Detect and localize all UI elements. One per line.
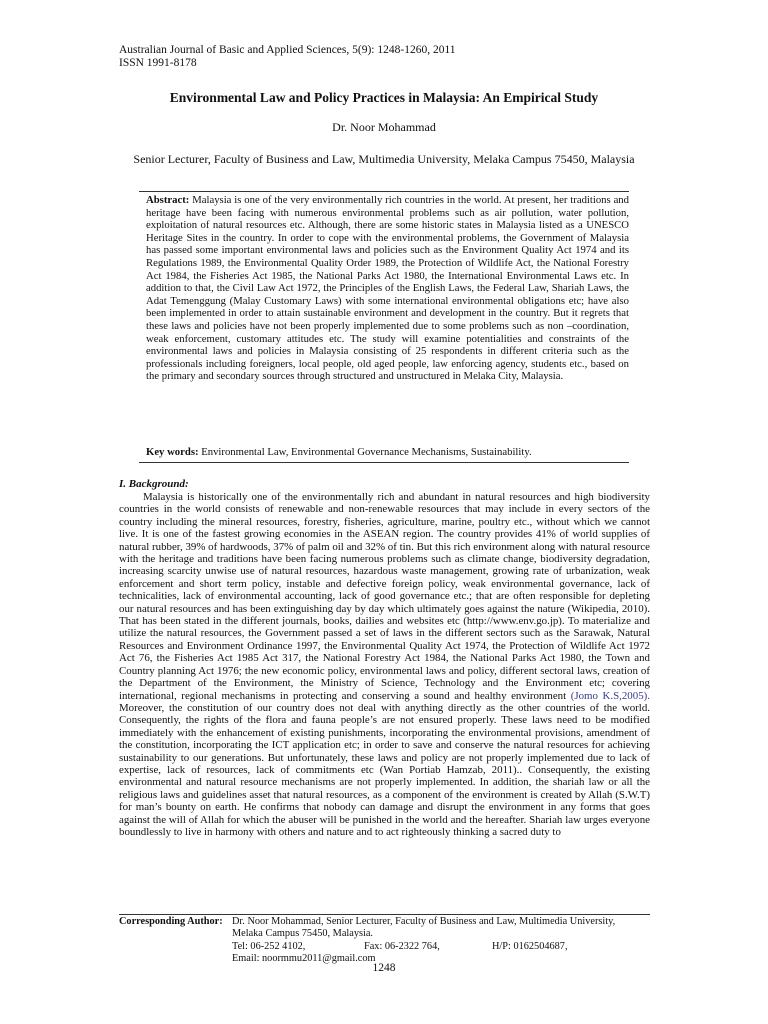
footnote-fax: Fax: 06-2322 764, xyxy=(364,940,440,952)
author-name: Dr. Noor Mohammad xyxy=(332,120,436,134)
journal-citation: Australian Journal of Basic and Applied Sciences, 5(9): 1248-1260, 2011 xyxy=(119,44,456,56)
citation-jomo: (Jomo K.S,2005). xyxy=(570,689,650,702)
paragraph-part-1: Malaysia is historically one of the environmentally rich and abundant in natural resources and high biodiversity countries in the world consists of renewable and non-renewable resources that may include in every sectors of the country including the mineral resources, forestry, fisheries, agriculture, marine, poultry etc., without which we cannot live. It is one of the fastest growing economies in the ASEAN region. The country provides 41% of world supplies of natural rubber, 39% of hardwoods, 37% of palm oil and 32% of tin. But this rich environment along with natural resource with the heritage and traditions have been facing numerous problems such as climate change, biodiversity degradation, increasing scarcity unwise use of natural resources, hazardous waste management, growing rate of urbanization, weak enforcement and short term policy, instable and defective foreign policy, weak environmental governance, lack of technicalities, lack of environmental accounting, lack of good governance etc.; that are often responsible for depleting our natural resources and has been extinguishing day by day which ultimately goes against the nature (Wikipedia, 2010). That has been stated in the different journals, books, dailies and websites etc (http://www.env.go.jp). To materialize and utilize the natural resources, the Government passed a set of laws in the different sectors such as the Sarawak, Natural Resources and Environment Ordinance 1997, the Environmental Quality Act 1974, the Protection of Wildlife Act 1972 Act 76, the Fisheries Act 1985 Act 317, the National Forestry Act 1984, the National Parks Act 1980, the Town and Country planning Act 1976; the new economic policy, environmental laws and policy, different sectoral laws, creation of the Department of the Environment, the Ministry of Science, Technology and the Environment etc; covering international, regional mechanisms in protecting and conserving a sound and healthy environment xyxy=(119,491,650,702)
footnote-email: Email: noormmu2011@gmail.com xyxy=(232,953,376,965)
issn: ISSN 1991-8178 xyxy=(119,57,197,69)
paragraph-part-2: Moreover, the constitution of our country does not deal with anything directly as the other countries of the world. Consequently, the rights of the flora and fauna people’s are not ensured properly. These laws need to be modified immediately with the enhancement of existing punishments, incorporating the environmental provisions, amendment of the constitution, incorporating the ICT application etc; in order to save and conserve the natural resources for achieving sustainability to our generations. But unfortunately, these laws and policy are not properly implemented due to lack of expertise, lack of resources, lack of commitments etc (Wan Portiab Hamzab, 2011).. Consequently, the existing environmental and natural resource mechanisms are not properly implemented. In addition, the shariah law or all the religious laws and guidelines asset that natural resources, as a component of the environment is created by Allah (S.W.T) for man’s bounty on earth. He confirms that nobody can damage and disrupt the environment in any forms that goes against the will of Allah for which the abuser will be punished in the world and the hereafter. Shariah law urges everyone boundlessly to live in harmony with others and nature and to act righteously thinking a sacred duty to xyxy=(119,701,650,838)
footnote-contacts xyxy=(232,941,650,953)
footnote-line-1: Dr. Noor Mohammad, Senior Lecturer, Faculty of Business and Law, Multimedia University, xyxy=(232,916,616,927)
keywords xyxy=(146,446,629,458)
abstract xyxy=(146,194,629,383)
author-affiliation: Senior Lecturer, Faculty of Business and Law, Multimedia University, Melaka Campus 75450, Malaysia xyxy=(133,152,635,166)
abstract-label: Abstract: xyxy=(146,194,190,206)
footnote-line-2: Melaka Campus 75450, Malaysia. xyxy=(232,928,373,940)
abstract-top-rule xyxy=(139,191,629,192)
paper-title: Environmental Law and Policy Practices in Malaysia: An Empirical Study xyxy=(169,90,599,105)
footnote-label: Corresponding Author: xyxy=(119,916,223,927)
journal-header xyxy=(119,44,456,70)
body-paragraph xyxy=(119,491,650,838)
page-number: 1248 xyxy=(372,962,396,974)
footnote-hp: H/P: 0162504687, xyxy=(492,940,568,952)
keywords-label: Key words: xyxy=(146,446,199,458)
keywords-text: Environmental Law, Environmental Governance Mechanisms, Sustainability. xyxy=(201,446,532,458)
footnote-tel: Tel: 06-252 4102, xyxy=(232,940,306,952)
abstract-bottom-rule xyxy=(139,462,629,463)
footnote-rule xyxy=(119,914,650,915)
section-heading: I. Background: xyxy=(119,478,189,490)
abstract-text: Malaysia is one of the very environmentally rich countries in the world. At present, her traditions and heritage have been facing with numerous environmental problems such as air pollution, water pollution, exploitation of natural resources etc. Although, there are some historic states in Malaysia listed as a UNESCO Heritage Sites in the country. In order to cope with the environmental problems, the Government of Malaysia has passed some important environmental laws and policies such as the Environment Quality Act 1974 and its Regulations 1989, the Environmental Quality Order 1989, the Protection of Wildlife Act, the National Forestry Act 1984, the Fisheries Act 1985, the National Parks Act 1980, the International Environmental Laws etc. In addition to that, the Civil Law Act 1972, the Principles of the English Laws, the Federal Law, Shariah Laws, the Adat Temenggung (Malay Customary Laws) with some international environmental obligations etc; have also been implemented in order to attain sustainable environment and development in the country. But it regrets that these laws and policies have not been properly implemented due to some problems such as non –coordination, weak enforcement, customary attitudes etc. The study will examine potentialities and constraints of the environmental laws and policies in Malaysia consisting of 25 respondents in different criteria such as the professionals including foreigners, local people, old aged people, law enforcing agency, students etc., based on the primary and secondary sources through structured and unstructured in Melaka City, Malaysia. xyxy=(146,194,629,383)
